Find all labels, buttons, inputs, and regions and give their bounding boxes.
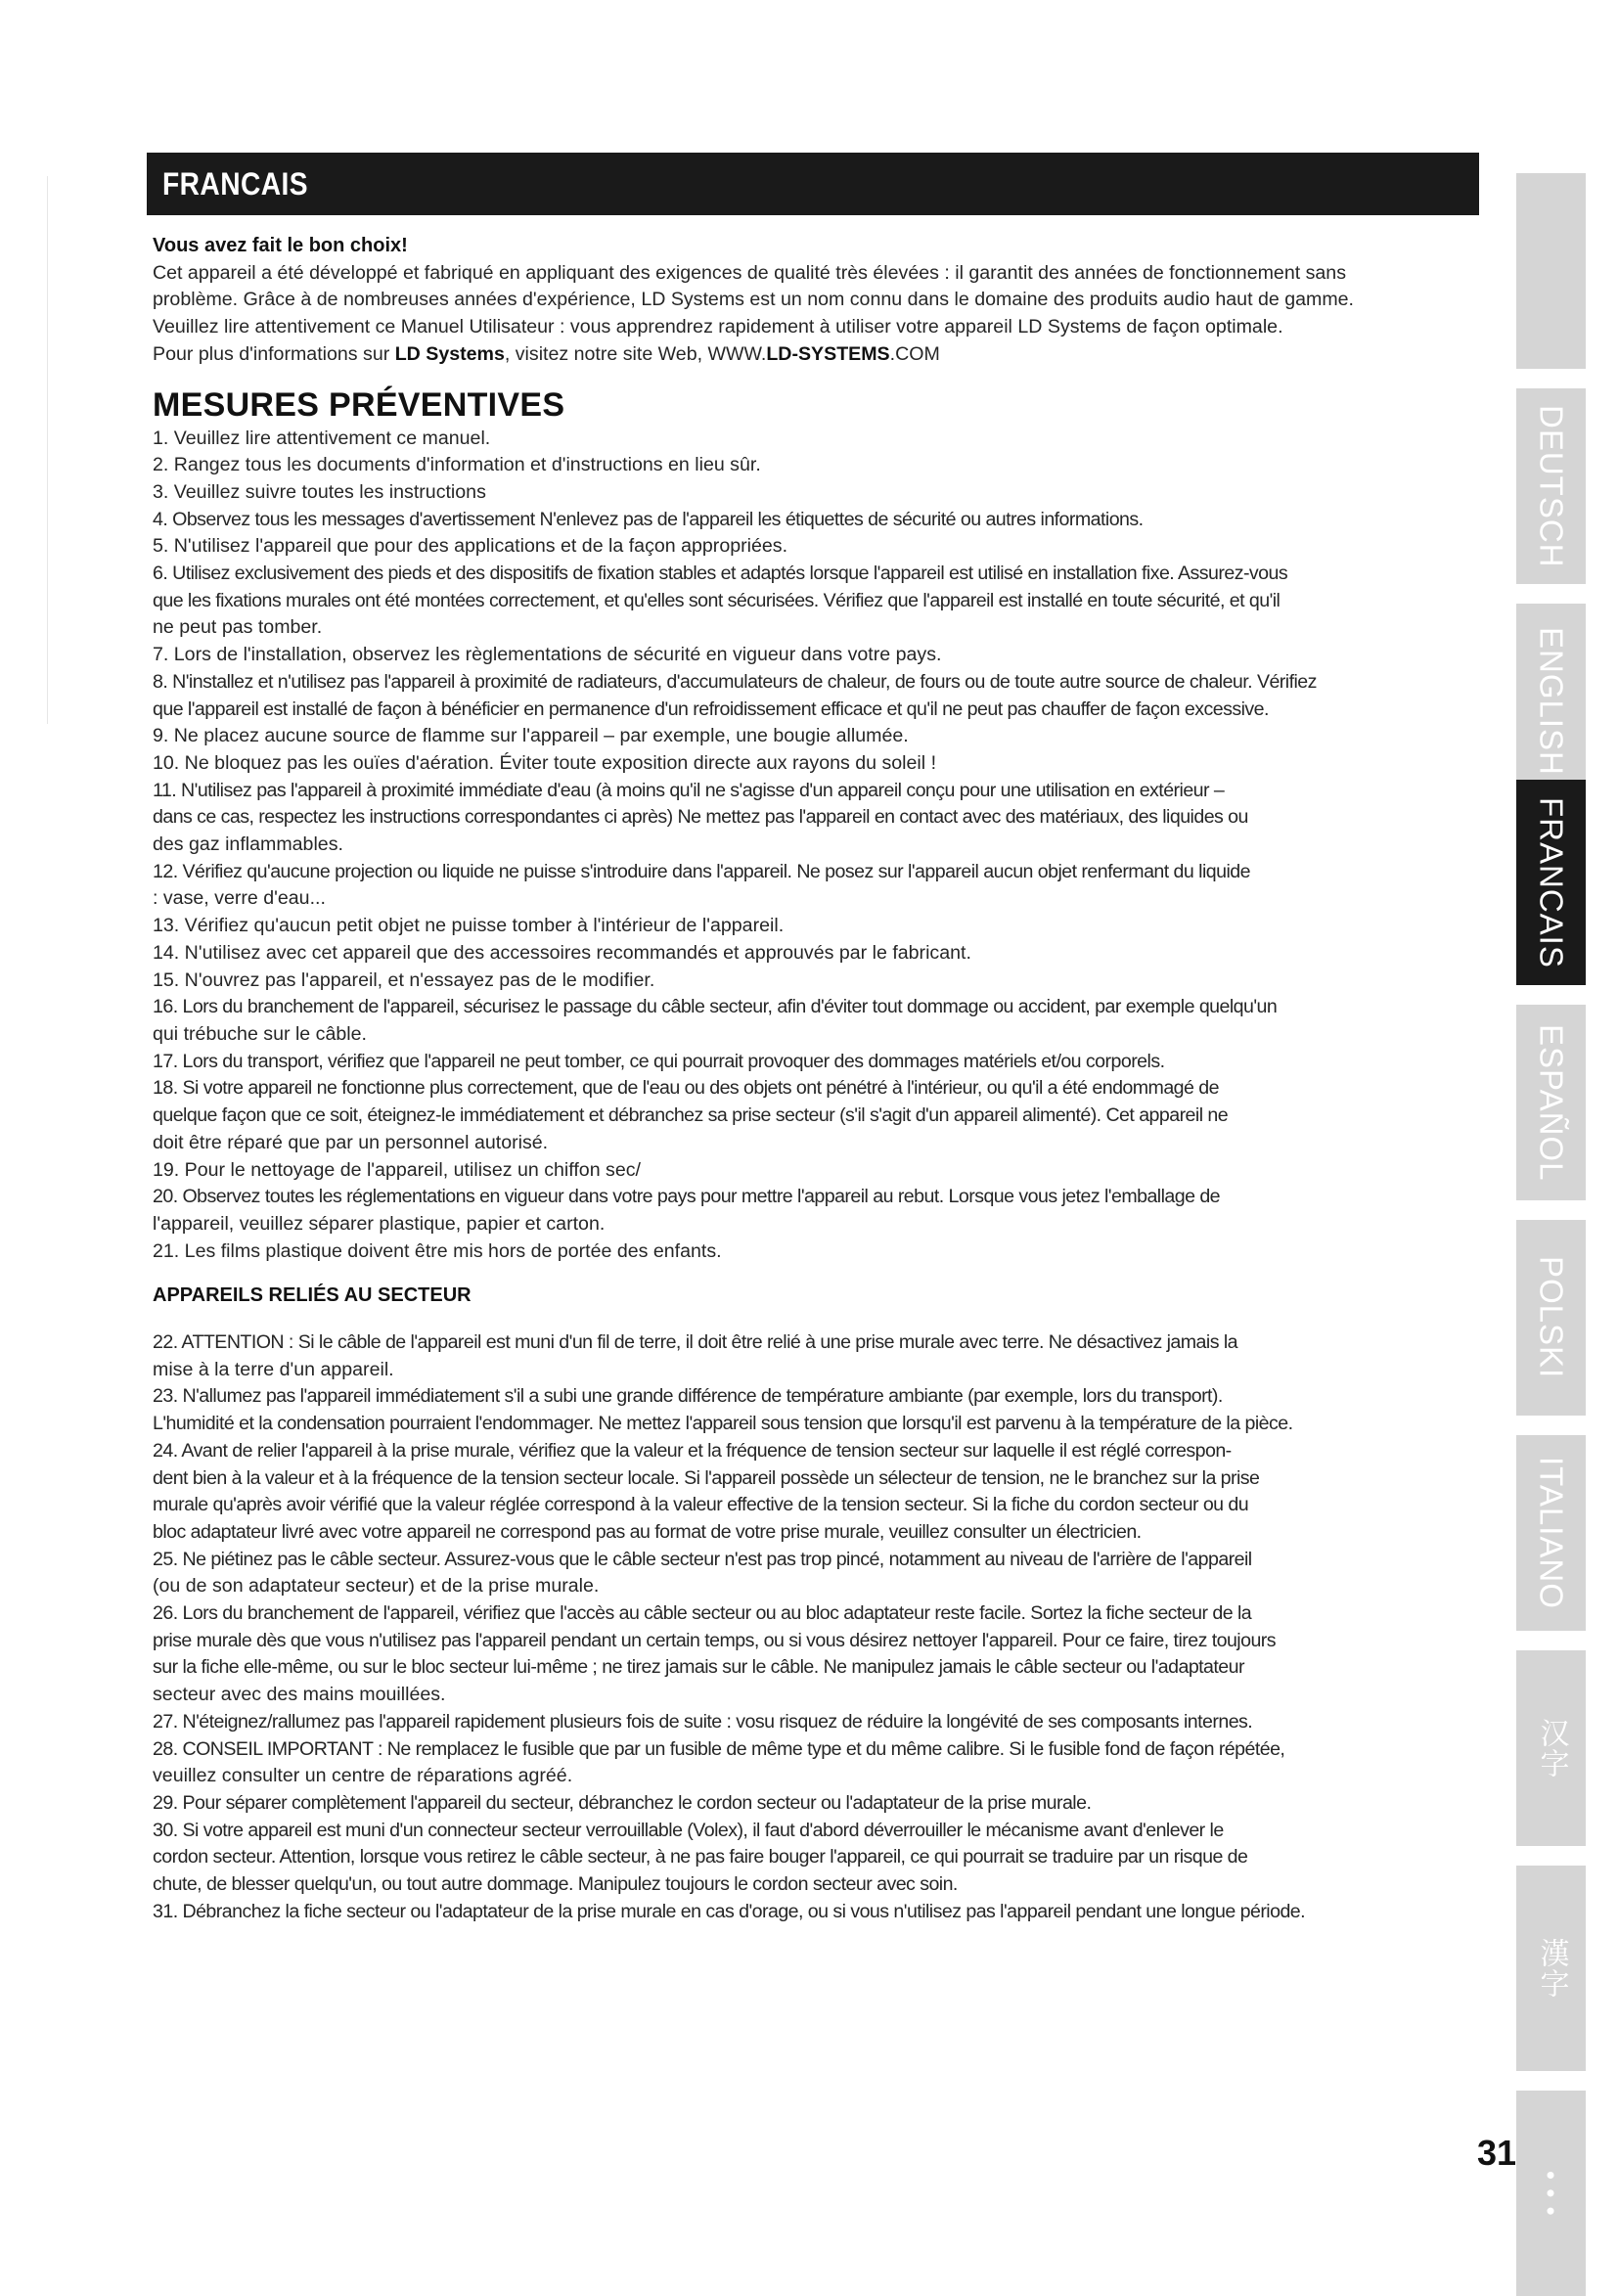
precaution-line: 19. Pour le nettoyage de l'appareil, utilisez un chiffon sec/: [153, 1158, 641, 1181]
precaution-line: 7. Lors de l'installation, observez les règlementations de sécurité en vigueur dans votre pays.: [153, 644, 942, 666]
mains-line: 24. Avant de relier l'appareil à la prise murale, vérifiez que la valeur et la fréquence de tension secteur sur laquelle il est réglé correspon-: [153, 1439, 1232, 1462]
content-column: [153, 233, 1473, 1925]
tab-polski[interactable]: [1516, 1220, 1586, 1416]
tab-italiano-label: ITALIANO: [1533, 1457, 1570, 1609]
brand-name: LD Systems: [394, 342, 505, 365]
mains-line: 27. N'éteignez/rallumez pas l'appareil rapidement plusieurs fois de suite : vosu risquez de réduire la longévité de ses composants internes.: [153, 1710, 1253, 1733]
intro-section: [153, 233, 1473, 369]
mains-line: 29. Pour séparer complètement l'appareil du secteur, débranchez le cordon secteur ou l'adaptateur de la prise murale.: [153, 1791, 1092, 1814]
mains-line: 23. N'allumez pas l'appareil immédiatement s'il a subi une grande différence de température ambiante (par exemple, lors du transport).: [153, 1385, 1223, 1408]
precaution-line: 6. Utilisez exclusivement des pieds et des dispositifs de fixation stables et adaptés lorsque l'appareil est utilisé en installation fixe. Assurez-vous: [153, 563, 1288, 585]
precaution-line: 21. Les films plastique doivent être mis hors de portée des enfants.: [153, 1239, 722, 1262]
mains-line: 25. Ne piétinez pas le câble secteur. Assurez-vous que le câble secteur n'est pas trop pincé, notamment au niveau de l'arrière de l'appareil: [153, 1548, 1252, 1570]
precaution-line: l'appareil, veuillez séparer plastique, papier et carton.: [153, 1212, 606, 1235]
tab-english[interactable]: [1516, 604, 1586, 799]
tab-deutsch[interactable]: [1516, 388, 1586, 584]
precaution-line: 4. Observez tous les messages d'avertissement N'enlevez pas de l'appareil les étiquettes de sécurité ou autres informations.: [153, 508, 1144, 530]
precaution-line: 10. Ne bloquez pas les ouïes d'aération. Éviter toute exposition directe aux rayons du soleil !: [153, 751, 937, 774]
language-header-title: FRANCAIS: [162, 165, 309, 202]
margin-line: [47, 176, 48, 724]
precaution-line: 20. Observez toutes les réglementations en vigueur dans votre pays pour mettre l'appareil au rebut. Lorsque vous jetez l'emballage de: [153, 1186, 1221, 1208]
intro-more-info: [153, 341, 1473, 369]
mains-line: dent bien à la valeur et à la fréquence de la tension secteur locale. Si l'appareil possède un sélecteur de tension, ne le branchez sur la prise: [153, 1466, 1260, 1489]
mains-line: prise murale dès que vous n'utilisez pas l'appareil pendant un certain temps, ou si vous désirez nettoyer l'appareil. Pour ce faire, tirez toujours: [153, 1629, 1277, 1651]
mains-list: [153, 1329, 1473, 1925]
mains-line: secteur avec des mains mouillées.: [153, 1684, 446, 1706]
page-number: 31: [1476, 2133, 1516, 2173]
precaution-line: 1. Veuillez lire attentivement ce manuel.: [153, 427, 491, 449]
intro-line: problème. Grâce à de nombreuses années d'expérience, LD Systems est un nom connu dans le domaine des produits audio haut de gamme.: [153, 289, 1354, 311]
tab-deutsch-label: DEUTSCH: [1533, 404, 1570, 568]
mains-line: (ou de son adaptateur secteur) et de la prise murale.: [153, 1575, 600, 1598]
mains-line: mise à la terre d'un appareil.: [153, 1358, 394, 1380]
mains-line: 28. CONSEIL IMPORTANT : Ne remplacez le fusible que par un fusible de même type et du même calibre. Si le fusible fond de façon répétée,: [153, 1737, 1285, 1760]
tab-polski-label: POLSKI: [1533, 1256, 1570, 1379]
tab-espanol-label: ESPAÑOL: [1533, 1023, 1570, 1182]
mains-line: murale qu'après avoir vérifié que la valeur réglée correspond à la valeur effective de la tension secteur. Si la fiche du cordon secteur ou du: [153, 1494, 1249, 1516]
precaution-line: 17. Lors du transport, vérifiez que l'appareil ne peut tomber, ce qui pourrait provoquer des dommages matériels et/ou corporels.: [153, 1050, 1165, 1072]
precaution-line: doit être réparé que par un personnel autorisé.: [153, 1131, 549, 1153]
precaution-line: 18. Si votre appareil ne fonctionne plus correctement, que de l'eau ou des objets ont pénétré à l'intérieur, ou qu'il a été endommagé de: [153, 1077, 1219, 1100]
tab-chinese-traditional-label: 漢字: [1535, 1938, 1568, 1999]
tab-chinese-simplified[interactable]: [1516, 1650, 1586, 1846]
precaution-line: 9. Ne placez aucune source de flamme sur l'appareil – par exemple, une bougie allumée.: [153, 725, 909, 747]
website-suffix: .COM: [889, 342, 940, 365]
precaution-line: des gaz inflammables.: [153, 833, 343, 856]
precaution-line: que les fixations murales ont été montées correctement, et qu'elles sont sécurisées. Vérifiez que l'appareil est installé en toute sécurité, et qu'il: [153, 589, 1281, 611]
mains-line: bloc adaptateur livré avec votre appareil ne correspond pas au format de votre prise murale, veuillez consulter un électricien.: [153, 1520, 1142, 1543]
mains-line: 31. Débranchez la fiche secteur ou l'adaptateur de la prise murale en cas d'orage, ou si vous n'utilisez pas l'appareil pendant une longue période.: [153, 1900, 1306, 1922]
tab-italiano[interactable]: [1516, 1435, 1586, 1631]
intro-line: Veuillez lire attentivement ce Manuel Utilisateur : vous apprendrez rapidement à utiliser votre appareil LD Systems de façon optimale.: [153, 316, 1283, 338]
precautions-list: [153, 426, 1473, 1266]
precaution-line: qui trébuche sur le câble.: [153, 1022, 367, 1045]
intro-title: Vous avez fait le bon choix!: [153, 235, 408, 256]
tab-francais-label: FRANCAIS: [1533, 796, 1570, 968]
tab-english-label: ENGLISH: [1533, 627, 1570, 776]
mains-line: 30. Si votre appareil est muni d'un connecteur secteur verrouillable (Volex), il faut d'abord déverrouiller le mécanisme avant d'enlever le: [153, 1819, 1224, 1841]
tab-francais[interactable]: [1516, 780, 1586, 985]
mains-line: 22. ATTENTION : Si le câble de l'appareil est muni d'un fil de terre, il doit être relié à une prise murale avec terre. Ne désactivez jamais la: [153, 1331, 1237, 1354]
intro-line: Cet appareil a été développé et fabriqué en appliquant des exigences de qualité très élevées : il garantit des années de fonctionnement sans: [153, 261, 1346, 284]
precaution-line: 2. Rangez tous les documents d'information et d'instructions en lieu sûr.: [153, 454, 761, 476]
precaution-line: 11. N'utilisez pas l'appareil à proximité immédiate d'eau (à moins qu'il ne s'agisse d'un appareil conçu pour une utilisation en extérieur –: [153, 779, 1225, 801]
mains-line: sur la fiche elle-même, ou sur le bloc secteur lui-même ; ne tirez jamais sur le câble. Ne manipulez jamais le câble secteur ou l'adaptateur: [153, 1656, 1244, 1679]
precaution-line: quelque façon que ce soit, éteignez-le immédiatement et débranchez sa prise secteur (s'il s'agit d'un appareil alimenté). Cet appareil ne: [153, 1104, 1229, 1127]
precaution-line: dans ce cas, respectez les instructions correspondantes ci après) Ne mettez pas l'appareil en contact avec des matériaux, des liquides ou: [153, 806, 1248, 829]
precautions-title: MESURES PRÉVENTIVES: [153, 385, 565, 424]
precaution-line: : vase, verre d'eau...: [153, 887, 326, 910]
language-header-bar: [147, 153, 1479, 215]
mains-line: cordon secteur. Attention, lorsque vous retirez le câble secteur, à ne pas faire bouger l'appareil, ce qui pourrait se traduire par un risque de: [153, 1846, 1248, 1868]
mains-line: veuillez consulter un centre de réparations agréé.: [153, 1765, 573, 1787]
precaution-line: 15. N'ouvrez pas l'appareil, et n'essayez pas de le modifier.: [153, 968, 655, 991]
precaution-line: 13. Vérifiez qu'aucun petit objet ne puisse tomber à l'intérieur de l'appareil.: [153, 915, 785, 937]
precaution-line: 3. Veuillez suivre toutes les instructions: [153, 480, 486, 503]
tab-chinese-simplified-label: 汉字: [1535, 1718, 1568, 1778]
mains-line: chute, de blesser quelqu'un, ou tout autre dommage. Manipulez toujours le cordon secteur avec soin.: [153, 1873, 958, 1896]
mains-title: APPAREILS RELIÉS AU SECTEUR: [153, 1284, 472, 1307]
intro-more-prefix: Pour plus d'informations sur: [153, 342, 395, 365]
tab-more[interactable]: [1516, 2091, 1586, 2296]
precaution-line: 16. Lors du branchement de l'appareil, sécurisez le passage du câble secteur, afin d'éviter tout dommage ou accident, par exemple quelqu'un: [153, 996, 1278, 1018]
tab-espanol[interactable]: [1516, 1005, 1586, 1200]
website-link[interactable]: LD-SYSTEMS: [766, 342, 890, 365]
more-dots-icon: • • •: [1536, 2170, 1566, 2217]
precaution-line: 8. N'installez et n'utilisez pas l'appareil à proximité de radiateurs, d'accumulateurs de chaleur, de fours ou de toute autre source de chaleur. Vérifiez: [153, 670, 1317, 693]
tab-blank: [1516, 173, 1586, 369]
precaution-line: 12. Vérifiez qu'aucune projection ou liquide ne puisse s'introduire dans l'appareil. Ne posez sur l'appareil aucun objet renfermant du liquide: [153, 860, 1250, 882]
precaution-line: 14. N'utilisez avec cet appareil que des accessoires recommandés et approuvés par le fabricant.: [153, 941, 971, 964]
mains-line: L'humidité et la condensation pourraient l'endommager. Ne mettez l'appareil sous tension que lorsqu'il est parvenu à la température de la pièce.: [153, 1413, 1293, 1435]
precaution-line: que l'appareil est installé de façon à bénéficier en permanence d'un refroidissement efficace et qu'il ne peut pas chauffer de façon excessive.: [153, 698, 1269, 720]
precaution-line: ne peut pas tomber.: [153, 616, 323, 639]
tab-chinese-traditional[interactable]: [1516, 1866, 1586, 2071]
mains-line: 26. Lors du branchement de l'appareil, vérifiez que l'accès au câble secteur ou au bloc adaptateur reste facile. Sortez la fiche secteur de la: [153, 1602, 1252, 1625]
intro-more-middle: , visitez notre site Web, WWW.: [504, 342, 767, 365]
precaution-line: 5. N'utilisez l'appareil que pour des applications et de la façon appropriées.: [153, 535, 788, 558]
